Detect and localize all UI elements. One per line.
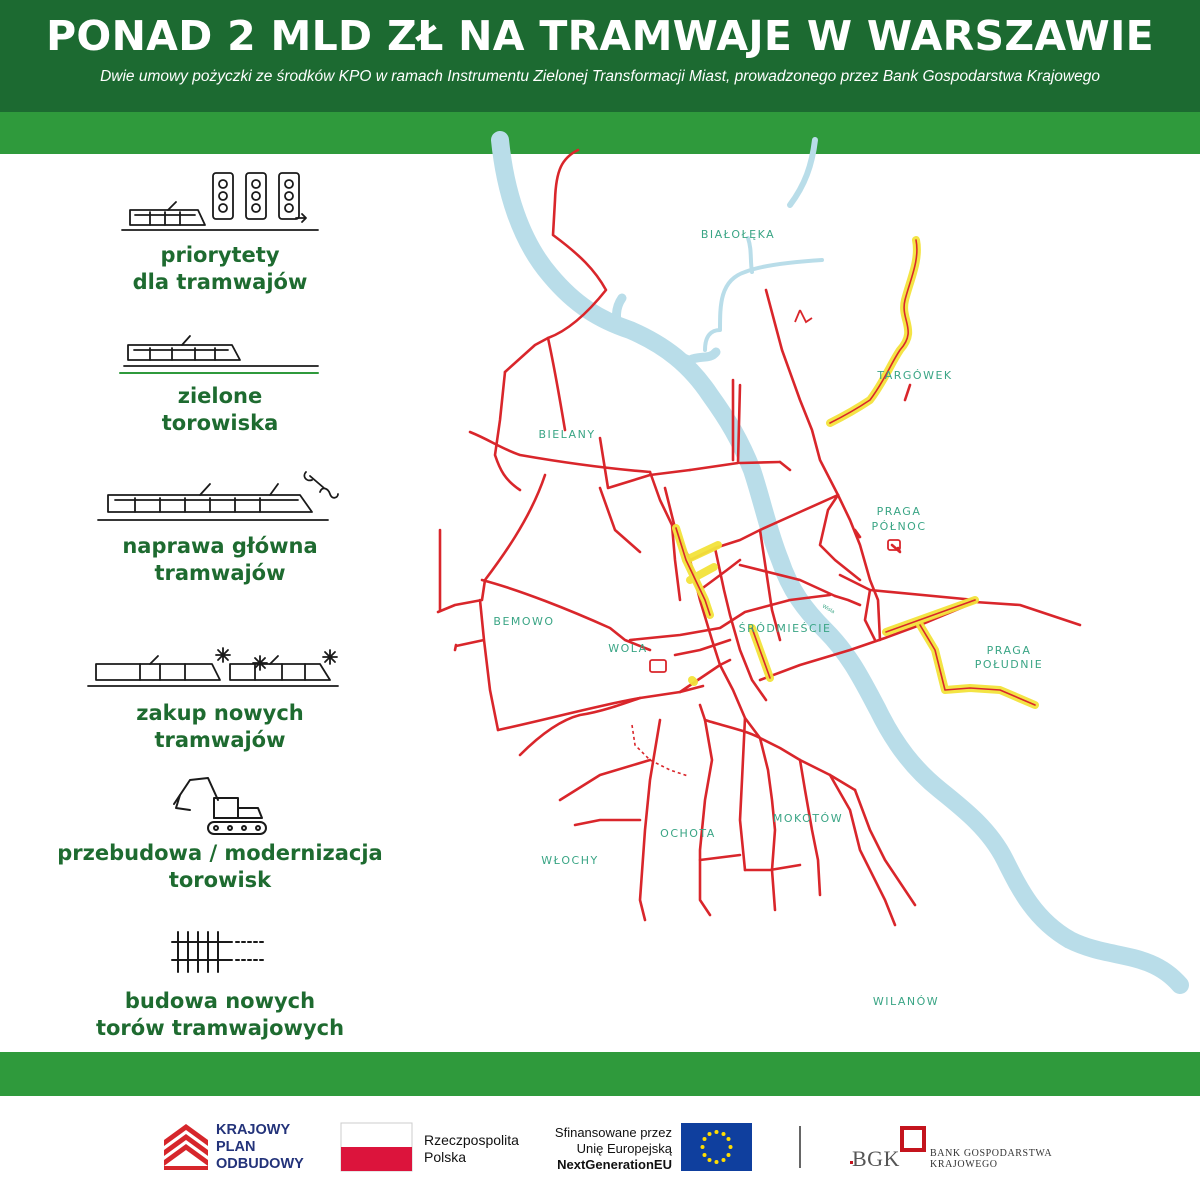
kpo-logo-text <box>216 1122 304 1173</box>
legend-new-trams-line1: zakup nowych <box>136 701 304 725</box>
legend-new-rails-line2: torów tramwajowych <box>95 1016 345 1040</box>
legend-modernization-line2: torowisk <box>168 868 272 892</box>
bgk-mark: BGK <box>852 1146 900 1171</box>
page-title: PONAD 2 MLD ZŁ NA TRAMWAJE W WARSZAWIE <box>46 12 1154 60</box>
legend-overhaul-line1: naprawa główna <box>122 534 318 558</box>
rp-logo-text <box>424 1132 519 1166</box>
kpo-line3: ODBUDOWY <box>216 1156 304 1172</box>
district-ochota: OCHOTA <box>660 827 716 840</box>
kpo-line1: KRAJOWY <box>216 1122 291 1138</box>
district-wilanow: WILANÓW <box>872 995 940 1008</box>
legend-green-tracks-line2: torowiska <box>161 411 279 435</box>
rp-line1: Rzeczpospolita <box>424 1132 519 1148</box>
district-bielany: BIELANY <box>538 428 596 441</box>
district-srodmiescie: ŚRÓDMIEŚCIE <box>738 622 832 635</box>
bgk-line2: KRAJOWEGO <box>930 1159 998 1170</box>
bgk-logo-text <box>930 1148 1052 1170</box>
eu-line1: Sfinansowane przez <box>554 1125 672 1140</box>
district-bialoleka: BIAŁOŁĘKA <box>700 228 776 241</box>
eu-line3: NextGenerationEU <box>557 1157 672 1172</box>
district-praga-polnoc-line1: PRAGA <box>876 505 922 518</box>
district-targowek: TARGÓWEK <box>877 369 953 382</box>
river-label: Wisła <box>821 603 836 616</box>
district-wlochy: WŁOCHY <box>541 854 599 867</box>
kpo-line2: PLAN <box>216 1139 256 1155</box>
eu-line2: Unię Europejską <box>576 1141 672 1156</box>
legend-modernization-line1: przebudowa / modernizacja <box>57 841 383 865</box>
district-praga-polnoc-line2: PÓŁNOC <box>871 520 927 533</box>
legend-green-tracks-line1: zielone <box>177 384 263 408</box>
legend-overhaul-line2: tramwajów <box>154 561 286 585</box>
eu-flag-icon <box>681 1123 752 1171</box>
polish-flag-icon <box>341 1123 412 1171</box>
legend-new-rails-line1: budowa nowych <box>124 989 316 1013</box>
district-bemowo: BEMOWO <box>493 615 555 628</box>
legend-new-trams-line2: tramwajów <box>154 728 286 752</box>
bgk-line1: BANK GOSPODARSTWA <box>930 1148 1053 1159</box>
district-praga-poludnie-line1: PRAGA <box>986 644 1032 657</box>
legend-priorities-line1: priorytety <box>160 243 280 267</box>
page-subtitle: Dwie umowy pożyczki ze środków KPO w ramach Instrumentu Zielonej Transformacji Miast, prowadzonego przez Bank Gospodarstwa Krajowego <box>100 68 1100 85</box>
kpo-logo-icon <box>164 1124 208 1170</box>
district-praga-poludnie-line2: POŁUDNIE <box>974 658 1044 671</box>
legend-priorities-line2: dla tramwajów <box>132 270 308 294</box>
rp-line2: Polska <box>424 1149 467 1165</box>
district-wola: WOLA <box>608 642 648 655</box>
district-mokotow: MOKOTÓW <box>772 812 844 825</box>
eu-funding-text <box>530 1125 672 1173</box>
